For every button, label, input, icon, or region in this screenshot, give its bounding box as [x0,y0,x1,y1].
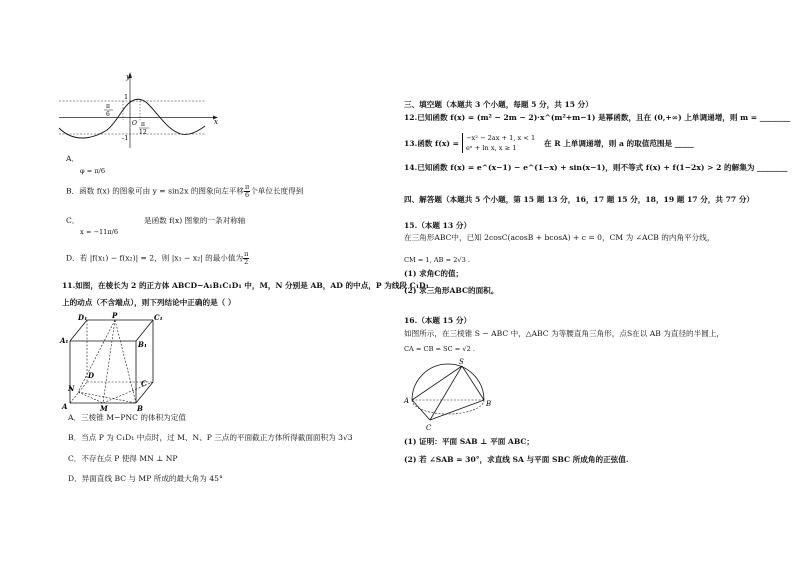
q10-option-c-text: 是函数 f(x) 图象的一条对称轴 [144,216,246,225]
q15-part-1: (1) 求角C的值； [404,269,464,278]
fig-label-s: S [459,358,464,366]
q10-option-d [66,251,249,266]
fig-label-a: A [404,397,410,405]
sine-graph [55,70,225,150]
graph-tick-b-bot: 12 [139,129,147,136]
graph-tick-b-top: π [141,121,145,128]
cube-label-a1: A₁ [60,336,69,345]
pyramid-figure [402,358,502,434]
q12-text: 12.已知函数 f(x) = (m² − 2m − 2)·x^(m²+m−1) 是幂函数，且在 (0,+∞) 上单调递增，则 m = ________ [404,113,791,122]
fig-label-c: C [426,424,432,432]
section-4-heading: 四、解答题（本题共 5 个小题，第 15 题 13 分，16，17 题 15 分，18，19 题 17 分，共 77 分） [404,195,755,204]
cube-label-b1: B₁ [138,340,147,349]
cube-label-c1: C₁ [154,313,163,322]
cube-label-b: B [137,404,143,413]
q13-case-2: eˣ + ln x, x ≥ 1 [466,144,517,152]
graph-origin-label: O [132,120,137,127]
q16-part-2: (2) 若 ∠SAB = 30°，求直线 SA 与平面 SBC 所成角的正弦值. [404,455,629,464]
q13-suffix: 在 R 上单调递增，则 a 的取值范围是 _____ [544,139,694,148]
graph-one-label: 1 [124,93,129,101]
q11-stem-line-1: 11.如图，在棱长为 2 的正方体 ABCD−A₁B₁C₁D₁ 中，M，N 分别是 AB，AD 的中点，P 为线段 C₁D₁ [62,281,429,290]
q10-option-d-text: D．若 |f(x₁) − f(x₂)| = 2，则 |x₁ − x₂| 的最小值为 [66,253,244,263]
q10-option-c-formula: x = −11π/6 [80,228,119,236]
q10-option-d-frac-top: π [244,250,249,258]
q10-option-b [66,184,303,199]
q16-heading: 16.（本题 15 分） [404,316,472,325]
q11-stem-line-2: 上的动点（不含端点），则下列结论中正确的是（ ） [62,298,236,307]
q15-heading: 15.（本题 13 分） [404,221,472,230]
graph-tick-a-top: π [106,103,110,110]
cube-label-p: P [112,311,118,320]
q10-option-b-text-1: B．函数 f(x) 的图象可由 y = sin2x 的图象向左平移 [66,186,244,196]
cube-label-m: M [100,404,108,413]
q13-prefix: 13.函数 f(x) = [404,139,460,148]
q16-part-1: (1) 证明：平面 SAB ⊥ 平面 ABC； [404,437,535,446]
graph-x-label: x [214,118,218,126]
q15-line-2: CM = 1, AB = 2√3 . [404,256,471,264]
q10-option-b-frac-bot: 6 [245,191,250,199]
q13-piecewise [462,133,535,153]
q15-part-2: (2) 求三角形ABC的面积。 [404,286,499,295]
q15-line-1: 在三角形ABC中，已知 2cosC(acosB + bcosA) + c = 0，CM 为 ∠ACB 的内角平分线， [404,233,715,242]
fig-label-b: B [486,400,492,408]
cube-label-a: A [62,402,68,411]
q14-text: 14.已知函数 f(x) = e^(x−1) − e^(1−x) + sin(x−1)，则不等式 f(x) + f(1−2x) > 2 的解集为 ________ [404,163,788,172]
graph-tick-a-bot: 6 [106,111,110,118]
cube-label-d: D [88,371,95,380]
q13-case-1: −x² − 2ax + 1, x < 1 [466,134,536,142]
cube-figure [60,311,170,414]
graph-y-label: y [126,73,130,81]
q10-option-b-text-2: 个单位长度得到 [250,186,304,196]
q11-option-a: A．三棱锥 M−PNC 的体积为定值 [68,413,186,422]
section-3-heading: 三、填空题（本题共 3 个小题，每题 5 分，共 15 分） [404,100,593,109]
q11-option-b [68,433,353,443]
q10-option-a-label: A． [66,154,80,163]
q10-option-d-frac-bot: 2 [244,258,249,266]
q10-option-a-formula: φ = π/6 [80,167,106,175]
q10-option-b-frac-top: π [244,183,250,191]
q10-option-c-label: C． [66,216,80,225]
q16-line-1: 如图所示，在三棱锥 S − ABC 中，△ABC 为等腰直角三角形，点S在以 AB 为直径的半圆上， [404,329,725,338]
cube-label-n: N [68,384,75,393]
q10-option-d-fraction [243,251,249,266]
q11-option-c: C．不存在点 P 使得 MN ⊥ NP [68,454,178,463]
graph-neg-one-label: -1 [122,134,129,142]
q11-option-d: D．异面直线 BC 与 MP 所成的最大角为 45° [68,474,223,483]
q11-option-b-value: 3√3 [338,433,353,442]
cube-label-d1: D₁ [78,313,88,322]
q11-option-b-text: B．当点 P 为 C₁D₁ 中点时，过 M、N、P 三点的平面截正方体所得截面面积为 [68,433,336,442]
q16-line-2: CA = CB = SC = √2 . [404,345,475,353]
cube-label-c: C [141,379,147,388]
